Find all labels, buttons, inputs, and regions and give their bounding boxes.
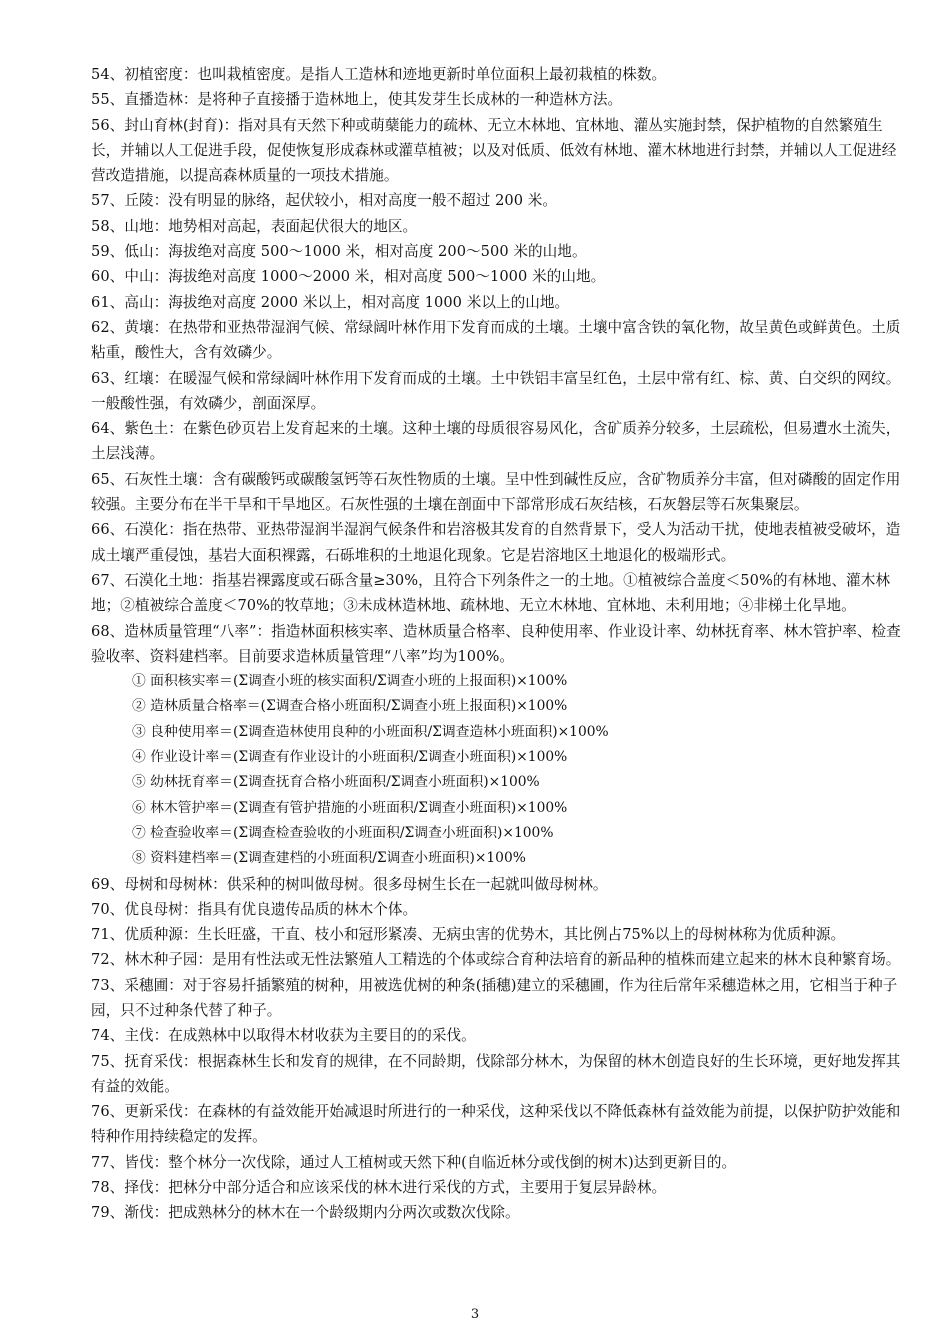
term-paragraph: 63、红壤：在暖湿气候和常绿阔叶林作用下发育而成的土壤。土中铁铝丰富呈红色，土层中常有红、棕、黄、白交织的网纹。一般酸性强，有效磷少，剖面深厚。 xyxy=(91,369,901,412)
document-body xyxy=(91,62,911,1226)
term-paragraph: 77、皆伐：整个林分一次伐除，通过人工植树或天然下种(自临近林分或伐倒的树木)达到更新目的。 xyxy=(91,1153,737,1171)
term-paragraph: 70、优良母树：指具有优良遗传品质的林木个体。 xyxy=(91,900,418,918)
term-paragraph: 78、择伐：把林分中部分适合和应该采伐的林木进行采伐的方式，主要用于复层异龄林。 xyxy=(91,1179,667,1197)
formula-line: ⑦ 检查验收率＝(Σ调查检查验收的小班面积/Σ调查小班面积)×100% xyxy=(132,824,554,841)
term-paragraph: 79、渐伐：把成熟林分的林木在一个龄级期内分两次或数次伐除。 xyxy=(91,1204,520,1222)
formula-line: ① 面积核实率＝(Σ调查小班的核实面积/Σ调查小班的上报面积)×100% xyxy=(132,673,568,690)
formula-line: ③ 良种使用率＝(Σ调查造林使用良种的小班面积/Σ调查造林小班面积)×100% xyxy=(132,723,609,740)
term-paragraph: 68、造林质量管理“八率”：指造林面积核实率、造林质量合格率、良种使用率、作业设计率、幼林抚育率、林木管护率、检查验收率、资料建档率。目前要求造林质量管理“八率”均为100%。 xyxy=(91,622,901,665)
formula-line: ④ 作业设计率＝(Σ调查有作业设计的小班面积/Σ调查小班面积)×100% xyxy=(132,749,568,766)
term-paragraph: 58、山地：地势相对高起，表面起伏很大的地区。 xyxy=(91,217,418,235)
term-paragraph: 75、抚育采伐：根据森林生长和发育的规律，在不同龄期，伐除部分林木，为保留的林木创造良好的生长环境，更好地发挥其有益的效能。 xyxy=(91,1052,901,1095)
term-paragraph: 73、采穗圃：对于容易扦插繁殖的树种，用被选优树的种条(插穗)建立的采穗圃，作为往后常年采穗造林之用，它相当于种子园，只不过种条代替了种子。 xyxy=(91,976,898,1019)
term-paragraph: 74、主伐：在成熟林中以取得木材收获为主要目的的采伐。 xyxy=(91,1027,476,1045)
term-paragraph: 61、高山：海拔绝对高度 2000 米以上，相对高度 1000 米以上的山地。 xyxy=(91,293,570,311)
term-paragraph: 72、林木种子园：是用有性法或无性法繁殖人工精选的个体或综合育种法培育的新品种的植株而建立起来的林木良种繁育场。 xyxy=(91,951,901,969)
term-paragraph: 57、丘陵：没有明显的脉络，起伏较小，相对高度一般不超过 200 米。 xyxy=(91,192,558,210)
term-paragraph: 56、封山育林(封育)：指对具有天然下种或萌蘖能力的疏林、无立木林地、宜林地、灌丛实施封禁，保护植物的自然繁殖生长，并辅以人工促进手段，促使恢复形成森林或灌草植被；以及对低质、低效有林地、灌木林地进行封禁，并辅以人工促进经营改造措施，以提高森林质量的一项技术措施。 xyxy=(91,116,897,185)
formula-line: ⑥ 林木管护率＝(Σ调查有管护措施的小班面积/Σ调查小班面积)×100% xyxy=(132,799,568,816)
term-paragraph: 66、石漠化：指在热带、亚热带湿润半湿润气候条件和岩溶极其发育的自然背景下，受人为活动干扰，使地表植被受破坏，造成土壤严重侵蚀，基岩大面积裸露，石砾堆积的土地退化现象。它是岩溶地区土地退化的极端形式。 xyxy=(91,521,901,564)
term-paragraph: 59、低山：海拔绝对高度 500～1000 米，相对高度 200～500 米的山地。 xyxy=(91,243,587,261)
page-number: 3 xyxy=(470,1307,480,1322)
formula-line: ⑤ 幼林抚育率＝(Σ调查抚育合格小班面积/Σ调查小班面积)×100% xyxy=(132,774,540,791)
term-paragraph: 71、优质种源：生长旺盛，干直、枝小和冠形紧凑、无病虫害的优势木，其比例占75%以上的母树林称为优质种源。 xyxy=(91,926,846,944)
term-paragraph: 54、初植密度：也叫栽植密度。是指人工造林和迹地更新时单位面积上最初栽植的株数。 xyxy=(91,66,667,83)
term-paragraph: 60、中山：海拔绝对高度 1000～2000 米，相对高度 500～1000 米的山地。 xyxy=(91,268,606,286)
term-paragraph: 64、紫色土：在紫色砂页岩上发育起来的土壤。这种土壤的母质很容易风化，含矿质养分较多，土层疏松，但易遭水土流失，土层浅薄。 xyxy=(91,420,901,463)
term-paragraph: 55、直播造林：是将种子直接播于造林地上，使其发芽生长成林的一种造林方法。 xyxy=(91,91,623,109)
term-paragraph: 62、黄壤：在热带和亚热带湿润气候、常绿阔叶林作用下发育而成的土壤。土壤中富含铁的氧化物，故呈黄色或鲜黄色。土质粘重，酸性大，含有效磷少。 xyxy=(91,318,901,362)
term-paragraph: 65、石灰性土壤：含有碳酸钙或碳酸氢钙等石灰性物质的土壤。呈中性到碱性反应，含矿物质养分丰富，但对磷酸的固定作用较强。主要分布在半干旱和干旱地区。石灰性强的土壤在剖面中下部常形成石灰结核，石灰磐层等石灰集聚层。 xyxy=(91,470,901,514)
term-paragraph: 67、石漠化土地：指基岩裸露度或石砾含量≥30%，且符合下列条件之一的土地。①植被综合盖度＜50%的有林地、灌木林地；②植被综合盖度＜70%的牧草地；③未成林造林地、疏林地、无立木林地、宜林地、未利用地；④非梯土化旱地。 xyxy=(91,571,891,615)
term-paragraph: 76、更新采伐：在森林的有益效能开始减退时所进行的一种采伐，这种采伐以不降低森林有益效能为前提，以保护防护效能和特种作用持续稳定的发挥。 xyxy=(91,1103,901,1146)
term-paragraph: 69、母树和母树林：供采种的树叫做母树。很多母树生长在一起就叫做母树林。 xyxy=(91,875,608,893)
formula-line: ⑧ 资料建档率＝(Σ调查建档的小班面积/Σ调查小班面积)×100% xyxy=(132,850,526,867)
formula-line: ② 造林质量合格率＝(Σ调查合格小班面积/Σ调查小班上报面积)×100% xyxy=(132,698,568,715)
